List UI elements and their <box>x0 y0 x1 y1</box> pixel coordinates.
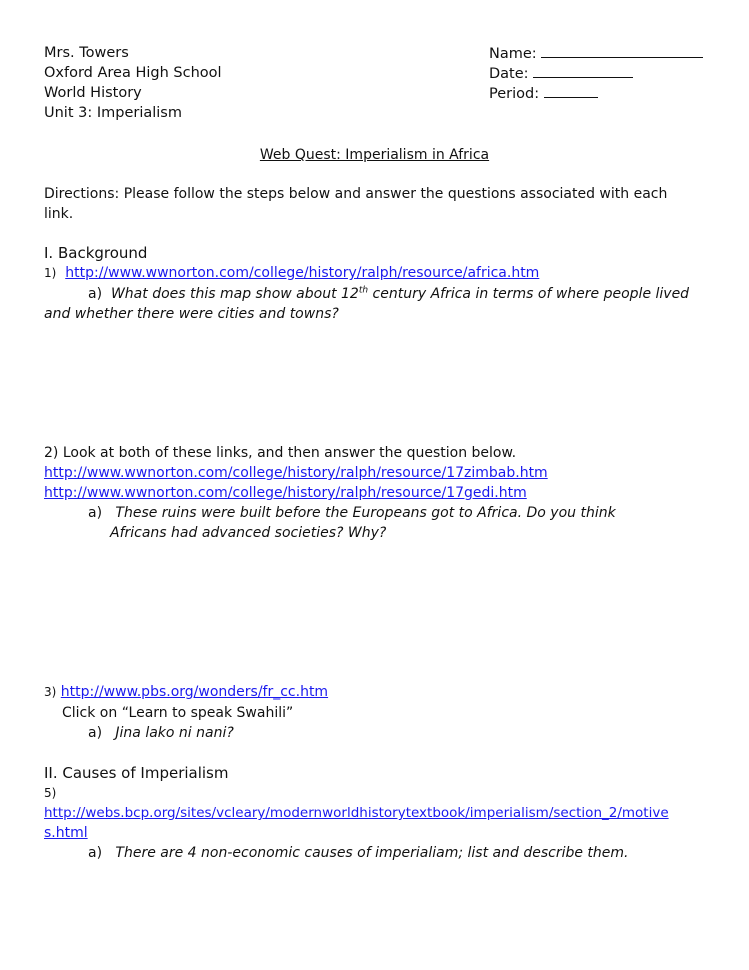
question-2a <box>88 503 616 523</box>
question-1 <box>44 263 539 283</box>
question-2a-line1: These ruins were built before the Europeans got to Africa. Do you think <box>115 505 616 521</box>
page-title: Web Quest: Imperialism in Africa <box>259 147 490 163</box>
question-1a-label: a) <box>88 286 103 302</box>
question-2-link-zimbabwe[interactable]: http://www.wwnorton.com/college/history/ralph/resource/17zimbab.htm <box>44 465 548 481</box>
date-blank[interactable] <box>533 63 633 78</box>
period-label: Period: <box>489 86 540 102</box>
question-3 <box>44 682 328 702</box>
directions-line-1: Directions: Please follow the steps below and answer the questions associated with each <box>44 186 668 202</box>
question-3a-label: a) <box>88 725 103 741</box>
question-3-instruction: Click on “Learn to speak Swahili” <box>62 705 294 721</box>
question-3a-text: Jina lako ni nani? <box>115 725 234 741</box>
question-2-link-gedi[interactable]: http://www.wwnorton.com/college/history/ralph/resource/17gedi.htm <box>44 485 527 501</box>
question-2a-label: a) <box>88 505 103 521</box>
section-background-heading: I. Background <box>44 244 148 262</box>
question-2-intro: 2) Look at both of these links, and then answer the question below. <box>44 445 517 461</box>
directions-line-2: link. <box>44 206 74 222</box>
question-5-number: 5) <box>44 786 57 800</box>
question-3a <box>88 723 234 743</box>
section-causes-heading: II. Causes of Imperialism <box>44 764 229 782</box>
question-1-number: 1) <box>44 266 57 280</box>
question-1a-sup: th <box>358 285 369 296</box>
course-name: World History <box>44 85 142 101</box>
name-field <box>489 43 703 64</box>
period-blank[interactable] <box>544 83 598 98</box>
date-field <box>489 63 633 84</box>
question-3-link[interactable]: http://www.pbs.org/wonders/fr_cc.htm <box>60 684 329 700</box>
period-field <box>489 83 598 104</box>
question-1a-text-part1: What does this map show about 12 <box>110 286 359 302</box>
date-label: Date: <box>489 66 529 82</box>
question-1a-text-line2: and whether there were cities and towns? <box>44 306 339 322</box>
unit-name: Unit 3: Imperialism <box>44 105 182 121</box>
question-5-link-line2[interactable]: s.html <box>44 825 88 841</box>
question-5-link-line1[interactable]: http://webs.bcp.org/sites/vcleary/modernworldhistorytextbook/imperialism/section_2/motive <box>44 805 669 821</box>
question-2a-line2: Africans had advanced societies? Why? <box>110 525 387 541</box>
question-3-number: 3) <box>44 685 57 699</box>
question-1a <box>88 284 689 304</box>
question-5a <box>88 843 628 863</box>
teacher-name: Mrs. Towers <box>44 45 129 61</box>
name-label: Name: <box>489 46 537 62</box>
question-5a-text: There are 4 non-economic causes of imperialiam; list and describe them. <box>115 845 629 861</box>
question-1-link[interactable]: http://www.wwnorton.com/college/history/ralph/resource/africa.htm <box>65 265 540 281</box>
question-1a-text-part2: century Africa in terms of where people lived <box>368 286 690 302</box>
school-name: Oxford Area High School <box>44 65 222 81</box>
question-5a-label: a) <box>88 845 103 861</box>
name-blank[interactable] <box>541 43 703 58</box>
